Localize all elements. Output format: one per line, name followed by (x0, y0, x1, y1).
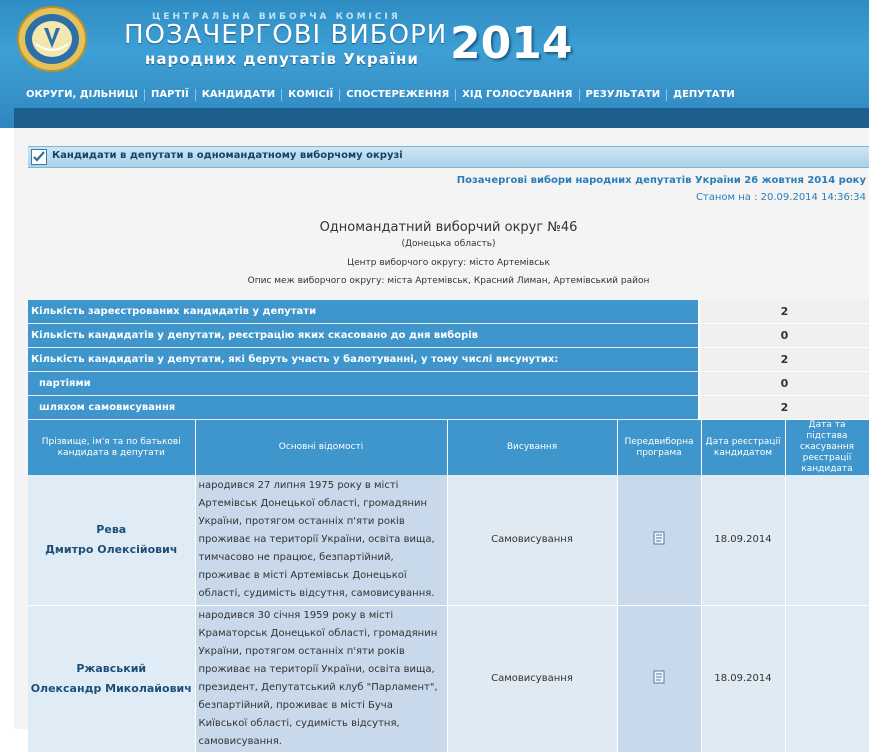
stat-row (28, 348, 869, 372)
candidate-info: народився 30 січня 1959 року в місті Краматорськ Донецької області, громадянин України, протягом останніх п'яти років проживає на території України, освіта вища, президент, Депутатський клуб "Парламент", безпартійний, проживає в місті Буча Київської області, судимість відсутня, самовисування. (195, 605, 447, 752)
candidate-info: народився 27 липня 1975 року в місті Артемівськ Донецької області, громадянин України, протягом останніх п'яти років проживає на території України, освіта вища, тимчасово не працює, безпартійний, проживає в місті Артемівськ Донецької області, судимість відсутня, самовисування. (195, 475, 447, 605)
checkbox-icon (31, 149, 47, 165)
district-bounds: Опис меж виборчого округу: міста Артемівськ, Красний Лиман, Артемівський район (247, 276, 650, 286)
district-title: Одномандатний виборчий округ №46 (319, 220, 578, 235)
header-title: ПОЗАЧЕРГОВІ ВИБОРИ (124, 20, 448, 50)
program-cell (617, 475, 701, 605)
candidate-surname: Ржавський (76, 661, 147, 675)
cancellation-info (785, 475, 869, 605)
stats-table (28, 300, 869, 420)
stat-value: 2 (698, 396, 869, 420)
stat-value: 2 (698, 300, 869, 324)
candidate-nomination: Самовисування (447, 475, 617, 605)
program-cell (617, 605, 701, 752)
sub-nav-bar (14, 108, 869, 128)
stat-label: Кількість кандидатів у депутати, реєстрацію яких скасовано до дня виборів (28, 324, 698, 348)
district-region: (Донецька область) (401, 239, 496, 249)
cvk-label: ЦЕНТРАЛЬНА ВИБОРЧА КОМІСІЯ (152, 12, 401, 22)
status-timestamp: Станом на : 20.09.2014 14:36:34 (695, 192, 866, 203)
candidate-given-name: Дмитро Олексійович (45, 542, 178, 556)
nav-item-parties[interactable]: ПАРТІЇ (145, 89, 196, 101)
stat-label: шляхом самовисування (28, 396, 698, 420)
column-header-program: Передвиборна програма (617, 420, 701, 475)
table-row (28, 475, 869, 605)
header-year: 2014 (450, 18, 573, 69)
registration-date: 18.09.2014 (701, 605, 785, 752)
header-subtitle: народних депутатів України (145, 50, 419, 68)
column-header-nomination: Висування (447, 420, 617, 475)
cvk-emblem-icon[interactable] (14, 4, 90, 74)
nav-item-voting-progress[interactable]: ХІД ГОЛОСУВАННЯ (456, 89, 579, 101)
candidate-name[interactable] (28, 605, 195, 752)
candidate-surname: Рева (96, 522, 127, 536)
column-header-info: Основні відомості (195, 420, 447, 475)
candidate-given-name: Олександр Миколайович (30, 681, 192, 695)
table-header-row (28, 420, 869, 475)
stat-value: 0 (698, 324, 869, 348)
election-link[interactable]: Позачергові вибори народних депутатів України 26 жовтня 2014 року (456, 175, 866, 186)
stat-row (28, 300, 869, 324)
document-icon[interactable] (652, 670, 666, 684)
candidate-nomination: Самовисування (447, 605, 617, 752)
table-row (28, 605, 869, 752)
cancellation-info (785, 605, 869, 752)
document-icon[interactable] (652, 531, 666, 545)
main-nav (20, 82, 741, 108)
nav-item-candidates[interactable]: КАНДИДАТИ (196, 89, 282, 101)
stat-row (28, 396, 869, 420)
column-header-registration-date: Дата реєстрації кандидатом (701, 420, 785, 475)
stat-label: Кількість зареєстрованих кандидатів у депутати (28, 300, 698, 324)
column-header-cancellation: Дата та підстава скасування реєстрації кандидата (785, 420, 869, 475)
district-center: Центр виборчого округу: місто Артемівськ (347, 258, 550, 268)
candidate-name[interactable] (28, 475, 195, 605)
nav-item-observation[interactable]: СПОСТЕРЕЖЕННЯ (340, 89, 456, 101)
stat-value: 0 (698, 372, 869, 396)
column-header-name: Прізвище, ім'я та по батькові кандидата в депутати (28, 420, 195, 475)
nav-item-deputies[interactable]: ДЕПУТАТИ (673, 89, 735, 100)
stat-label: партіями (28, 372, 698, 396)
candidates-table (28, 420, 869, 753)
nav-item-commissions[interactable]: КОМІСІЇ (282, 89, 340, 101)
section-header (28, 146, 869, 168)
registration-date: 18.09.2014 (701, 475, 785, 605)
section-title: Кандидати в депутати в одномандатному виборчому окрузі (52, 150, 403, 161)
nav-item-results[interactable]: РЕЗУЛЬТАТИ (580, 89, 668, 101)
stat-label: Кількість кандидатів у депутати, які беруть участь у балотуванні, у тому числі висунутих: (28, 348, 698, 372)
stat-value: 2 (698, 348, 869, 372)
stat-row (28, 372, 869, 396)
stat-row (28, 324, 869, 348)
nav-item-districts[interactable]: ОКРУГИ, ДІЛЬНИЦІ (20, 89, 145, 101)
